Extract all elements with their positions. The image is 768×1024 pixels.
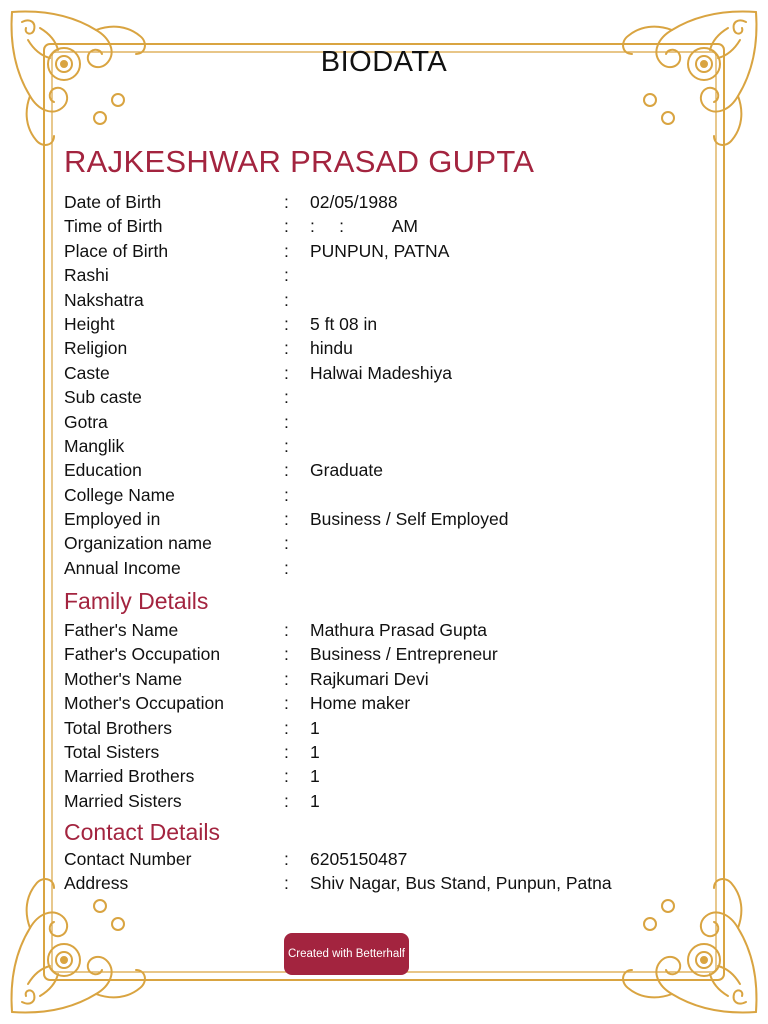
detail-row: [64, 312, 704, 336]
field-label: Father's Name: [64, 620, 179, 640]
field-value: Halwai Madeshiya: [310, 362, 453, 383]
personal-details-section: [64, 190, 704, 580]
detail-row: [64, 190, 704, 214]
detail-row: [64, 871, 704, 895]
detail-row: [64, 667, 704, 691]
separator-colon: :: [284, 240, 289, 261]
detail-row: [64, 507, 704, 531]
family-details-heading: Family Details: [64, 588, 209, 614]
field-value: Mathura Prasad Gupta: [310, 620, 488, 640]
separator-colon: :: [284, 557, 289, 578]
field-value: PUNPUN, PATNA: [310, 240, 450, 261]
field-label: Gotra: [64, 411, 108, 432]
field-label: Total Sisters: [64, 741, 160, 762]
separator-colon: :: [284, 644, 289, 665]
field-value: 1: [310, 790, 320, 811]
field-label: College Name: [64, 484, 175, 505]
separator-colon: :: [284, 460, 289, 481]
separator-colon: :: [284, 790, 289, 811]
separator-colon: :: [284, 435, 289, 456]
field-label: Total Brothers: [64, 717, 172, 738]
field-value: 02/05/1988: [310, 192, 398, 212]
field-label: Mother's Occupation: [64, 693, 224, 714]
field-value: Shiv Nagar, Bus Stand, Punpun, Patna: [310, 873, 612, 894]
detail-row: [64, 740, 704, 764]
field-label: Married Brothers: [64, 766, 195, 787]
field-label: Annual Income: [64, 557, 181, 578]
detail-row: [64, 434, 704, 458]
detail-row: [64, 618, 704, 642]
field-value: Rajkumari Devi: [310, 668, 429, 689]
separator-colon: :: [284, 387, 289, 408]
detail-row: [64, 483, 704, 507]
field-label: Manglik: [64, 435, 125, 456]
separator-colon: :: [284, 849, 289, 869]
separator-colon: :: [284, 766, 289, 787]
field-value: Business / Self Employed: [310, 509, 509, 530]
separator-colon: :: [284, 265, 289, 286]
contact-details-heading: Contact Details: [64, 819, 220, 845]
created-with-betterhalf-button[interactable]: Created with Betterhalf: [284, 933, 409, 975]
detail-row: [64, 385, 704, 409]
field-value: Home maker: [310, 693, 411, 714]
detail-row: [64, 239, 704, 263]
separator-colon: :: [284, 693, 289, 714]
separator-colon: :: [284, 620, 289, 640]
field-label: Time of Birth: [64, 216, 163, 237]
field-value: 1: [310, 717, 320, 738]
separator-colon: :: [284, 216, 289, 237]
detail-row: [64, 263, 704, 287]
field-label: Father's Occupation: [64, 644, 221, 665]
field-label: Organization name: [64, 533, 212, 554]
field-value: 1: [310, 766, 320, 787]
detail-row: [64, 847, 704, 871]
field-value: hindu: [310, 338, 353, 359]
detail-row: [64, 458, 704, 482]
field-label: Employed in: [64, 509, 161, 530]
field-label: Caste: [64, 362, 110, 383]
field-value: Graduate: [310, 460, 383, 481]
document-title: BIODATA: [320, 46, 448, 78]
field-value: Business / Entrepreneur: [310, 644, 498, 665]
separator-colon: :: [284, 668, 289, 689]
detail-row: [64, 716, 704, 740]
separator-colon: :: [284, 509, 289, 530]
detail-row: [64, 556, 704, 580]
contact-details-section: [64, 847, 704, 896]
detail-row: [64, 410, 704, 434]
field-value: 5 ft 08 in: [310, 313, 378, 334]
field-label: Address: [64, 873, 129, 894]
separator-colon: :: [284, 741, 289, 762]
separator-colon: :: [284, 362, 289, 383]
field-value: 1: [310, 741, 320, 762]
separator-colon: :: [284, 313, 289, 334]
field-label: Contact Number: [64, 849, 192, 869]
detail-row: [64, 789, 704, 813]
separator-colon: :: [284, 873, 289, 894]
family-details-section: [64, 618, 704, 813]
detail-row: [64, 764, 704, 788]
detail-row: [64, 642, 704, 666]
detail-row: [64, 361, 704, 385]
field-label: Married Sisters: [64, 790, 182, 811]
person-name: RAJKESHWAR PRASAD GUPTA: [64, 144, 535, 179]
field-label: Religion: [64, 338, 128, 359]
separator-colon: :: [284, 411, 289, 432]
separator-colon: :: [284, 289, 289, 310]
detail-row: [64, 214, 704, 238]
field-value: : : AM: [310, 216, 418, 237]
field-label: Place of Birth: [64, 240, 169, 261]
field-value: 6205150487: [310, 849, 408, 869]
field-label: Education: [64, 460, 142, 481]
separator-colon: :: [284, 192, 289, 212]
separator-colon: :: [284, 717, 289, 738]
detail-row: [64, 336, 704, 360]
field-label: Date of Birth: [64, 192, 162, 212]
detail-row: [64, 531, 704, 555]
separator-colon: :: [284, 484, 289, 505]
field-label: Height: [64, 313, 115, 334]
field-label: Mother's Name: [64, 668, 183, 689]
separator-colon: :: [284, 338, 289, 359]
field-label: Nakshatra: [64, 289, 144, 310]
separator-colon: :: [284, 533, 289, 554]
detail-row: [64, 691, 704, 715]
detail-row: [64, 288, 704, 312]
field-label: Rashi: [64, 265, 109, 286]
field-label: Sub caste: [64, 387, 142, 408]
